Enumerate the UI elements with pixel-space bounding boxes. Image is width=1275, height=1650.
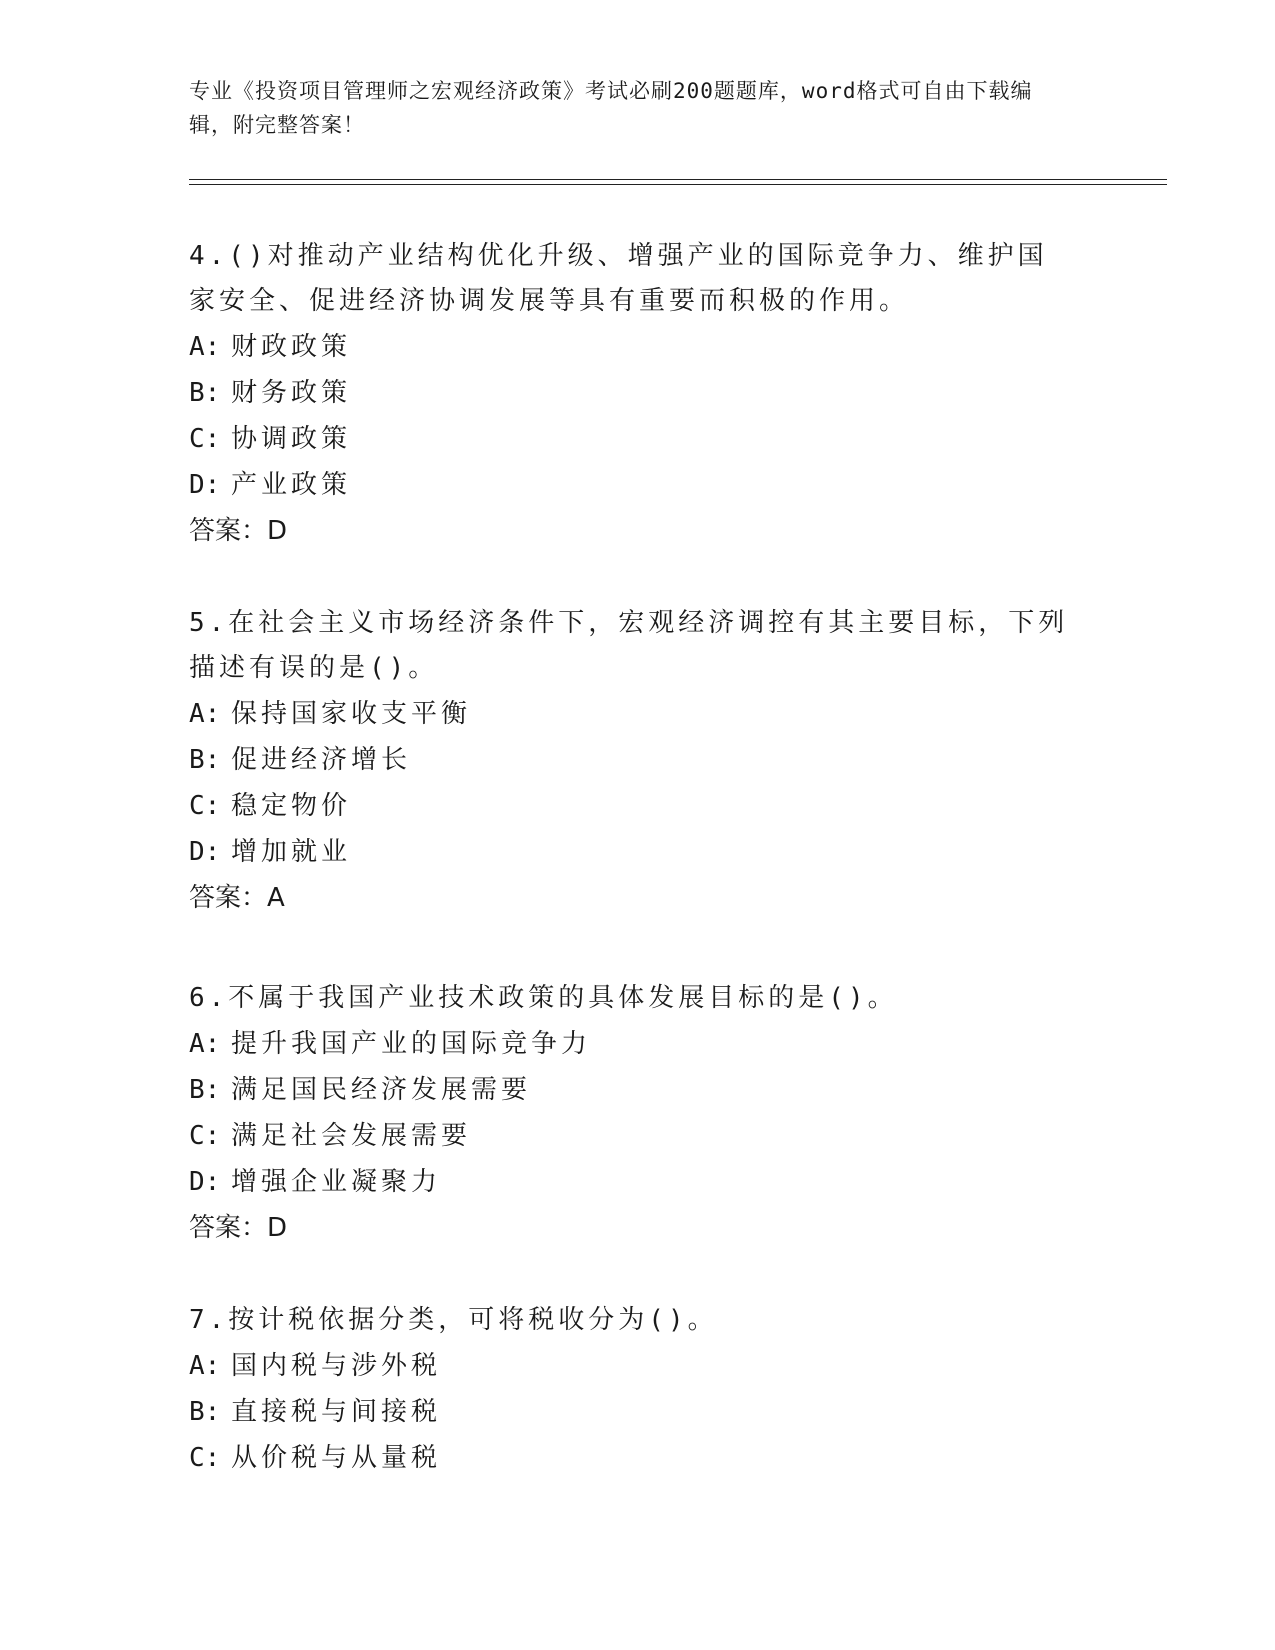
option-d <box>189 1159 1069 1205</box>
option-letter: A: <box>189 699 221 729</box>
option-b <box>189 1389 1069 1435</box>
answer: 答案：D <box>189 516 288 546</box>
option-letter: B: <box>189 378 221 408</box>
option-c <box>189 1113 1069 1159</box>
answer: 答案：A <box>189 883 285 913</box>
option-d <box>189 462 1069 508</box>
option-c <box>189 783 1069 829</box>
option-text: 增强企业凝聚力 <box>231 1167 442 1197</box>
option-text: 保持国家收支平衡 <box>231 699 472 729</box>
option-text: 增加就业 <box>231 837 352 867</box>
question-title: 7.按计税依据分类，可将税收分为()。 <box>189 1305 718 1335</box>
option-letter: B: <box>189 1075 221 1105</box>
question-title: 4.()对推动产业结构优化升级、增强产业的国际竞争力、维护国家安全、促进经济协调发展等具有重要而积极的作用。 <box>189 241 1048 316</box>
option-text: 从价税与从量税 <box>231 1443 442 1473</box>
option-letter: B: <box>189 745 221 775</box>
option-a <box>189 324 1069 370</box>
option-letter: D: <box>189 837 221 867</box>
option-c <box>189 1435 1069 1481</box>
question-5 <box>189 601 1069 921</box>
option-text: 促进经济增长 <box>231 745 412 775</box>
option-letter: D: <box>189 1167 221 1197</box>
option-letter: C: <box>189 1443 221 1473</box>
question-4 <box>189 234 1069 554</box>
option-letter: C: <box>189 791 221 821</box>
option-text: 直接税与间接税 <box>231 1397 442 1427</box>
option-b <box>189 737 1069 783</box>
option-letter: C: <box>189 424 221 454</box>
question-7 <box>189 1298 1069 1481</box>
option-d <box>189 829 1069 875</box>
option-letter: A: <box>189 1029 221 1059</box>
option-text: 满足国民经济发展需要 <box>231 1075 532 1105</box>
header-divider-bottom <box>189 184 1167 185</box>
option-b <box>189 370 1069 416</box>
header-divider-top <box>189 179 1167 180</box>
question-title: 6.不属于我国产业技术政策的具体发展目标的是()。 <box>189 983 898 1013</box>
option-letter: B: <box>189 1397 221 1427</box>
option-b <box>189 1067 1069 1113</box>
option-c <box>189 416 1069 462</box>
option-a <box>189 691 1069 737</box>
option-text: 满足社会发展需要 <box>231 1121 472 1151</box>
option-letter: D: <box>189 470 221 500</box>
question-6 <box>189 976 1069 1251</box>
option-text: 协调政策 <box>231 424 352 454</box>
option-text: 稳定物价 <box>231 791 352 821</box>
option-a <box>189 1343 1069 1389</box>
answer: 答案：D <box>189 1213 288 1243</box>
option-text: 产业政策 <box>231 470 352 500</box>
option-letter: C: <box>189 1121 221 1151</box>
option-a <box>189 1021 1069 1067</box>
option-letter: A: <box>189 1351 221 1381</box>
option-text: 财务政策 <box>231 378 352 408</box>
option-text: 财政政策 <box>231 332 352 362</box>
option-text: 国内税与涉外税 <box>231 1351 442 1381</box>
option-letter: A: <box>189 332 221 362</box>
question-title: 5.在社会主义市场经济条件下，宏观经济调控有其主要目标，下列描述有误的是()。 <box>189 608 1069 683</box>
document-header: 专业《投资项目管理师之宏观经济政策》考试必刷200题题库，word格式可自由下载编辑，附完整答案！ <box>189 79 1033 137</box>
option-text: 提升我国产业的国际竞争力 <box>231 1029 592 1059</box>
